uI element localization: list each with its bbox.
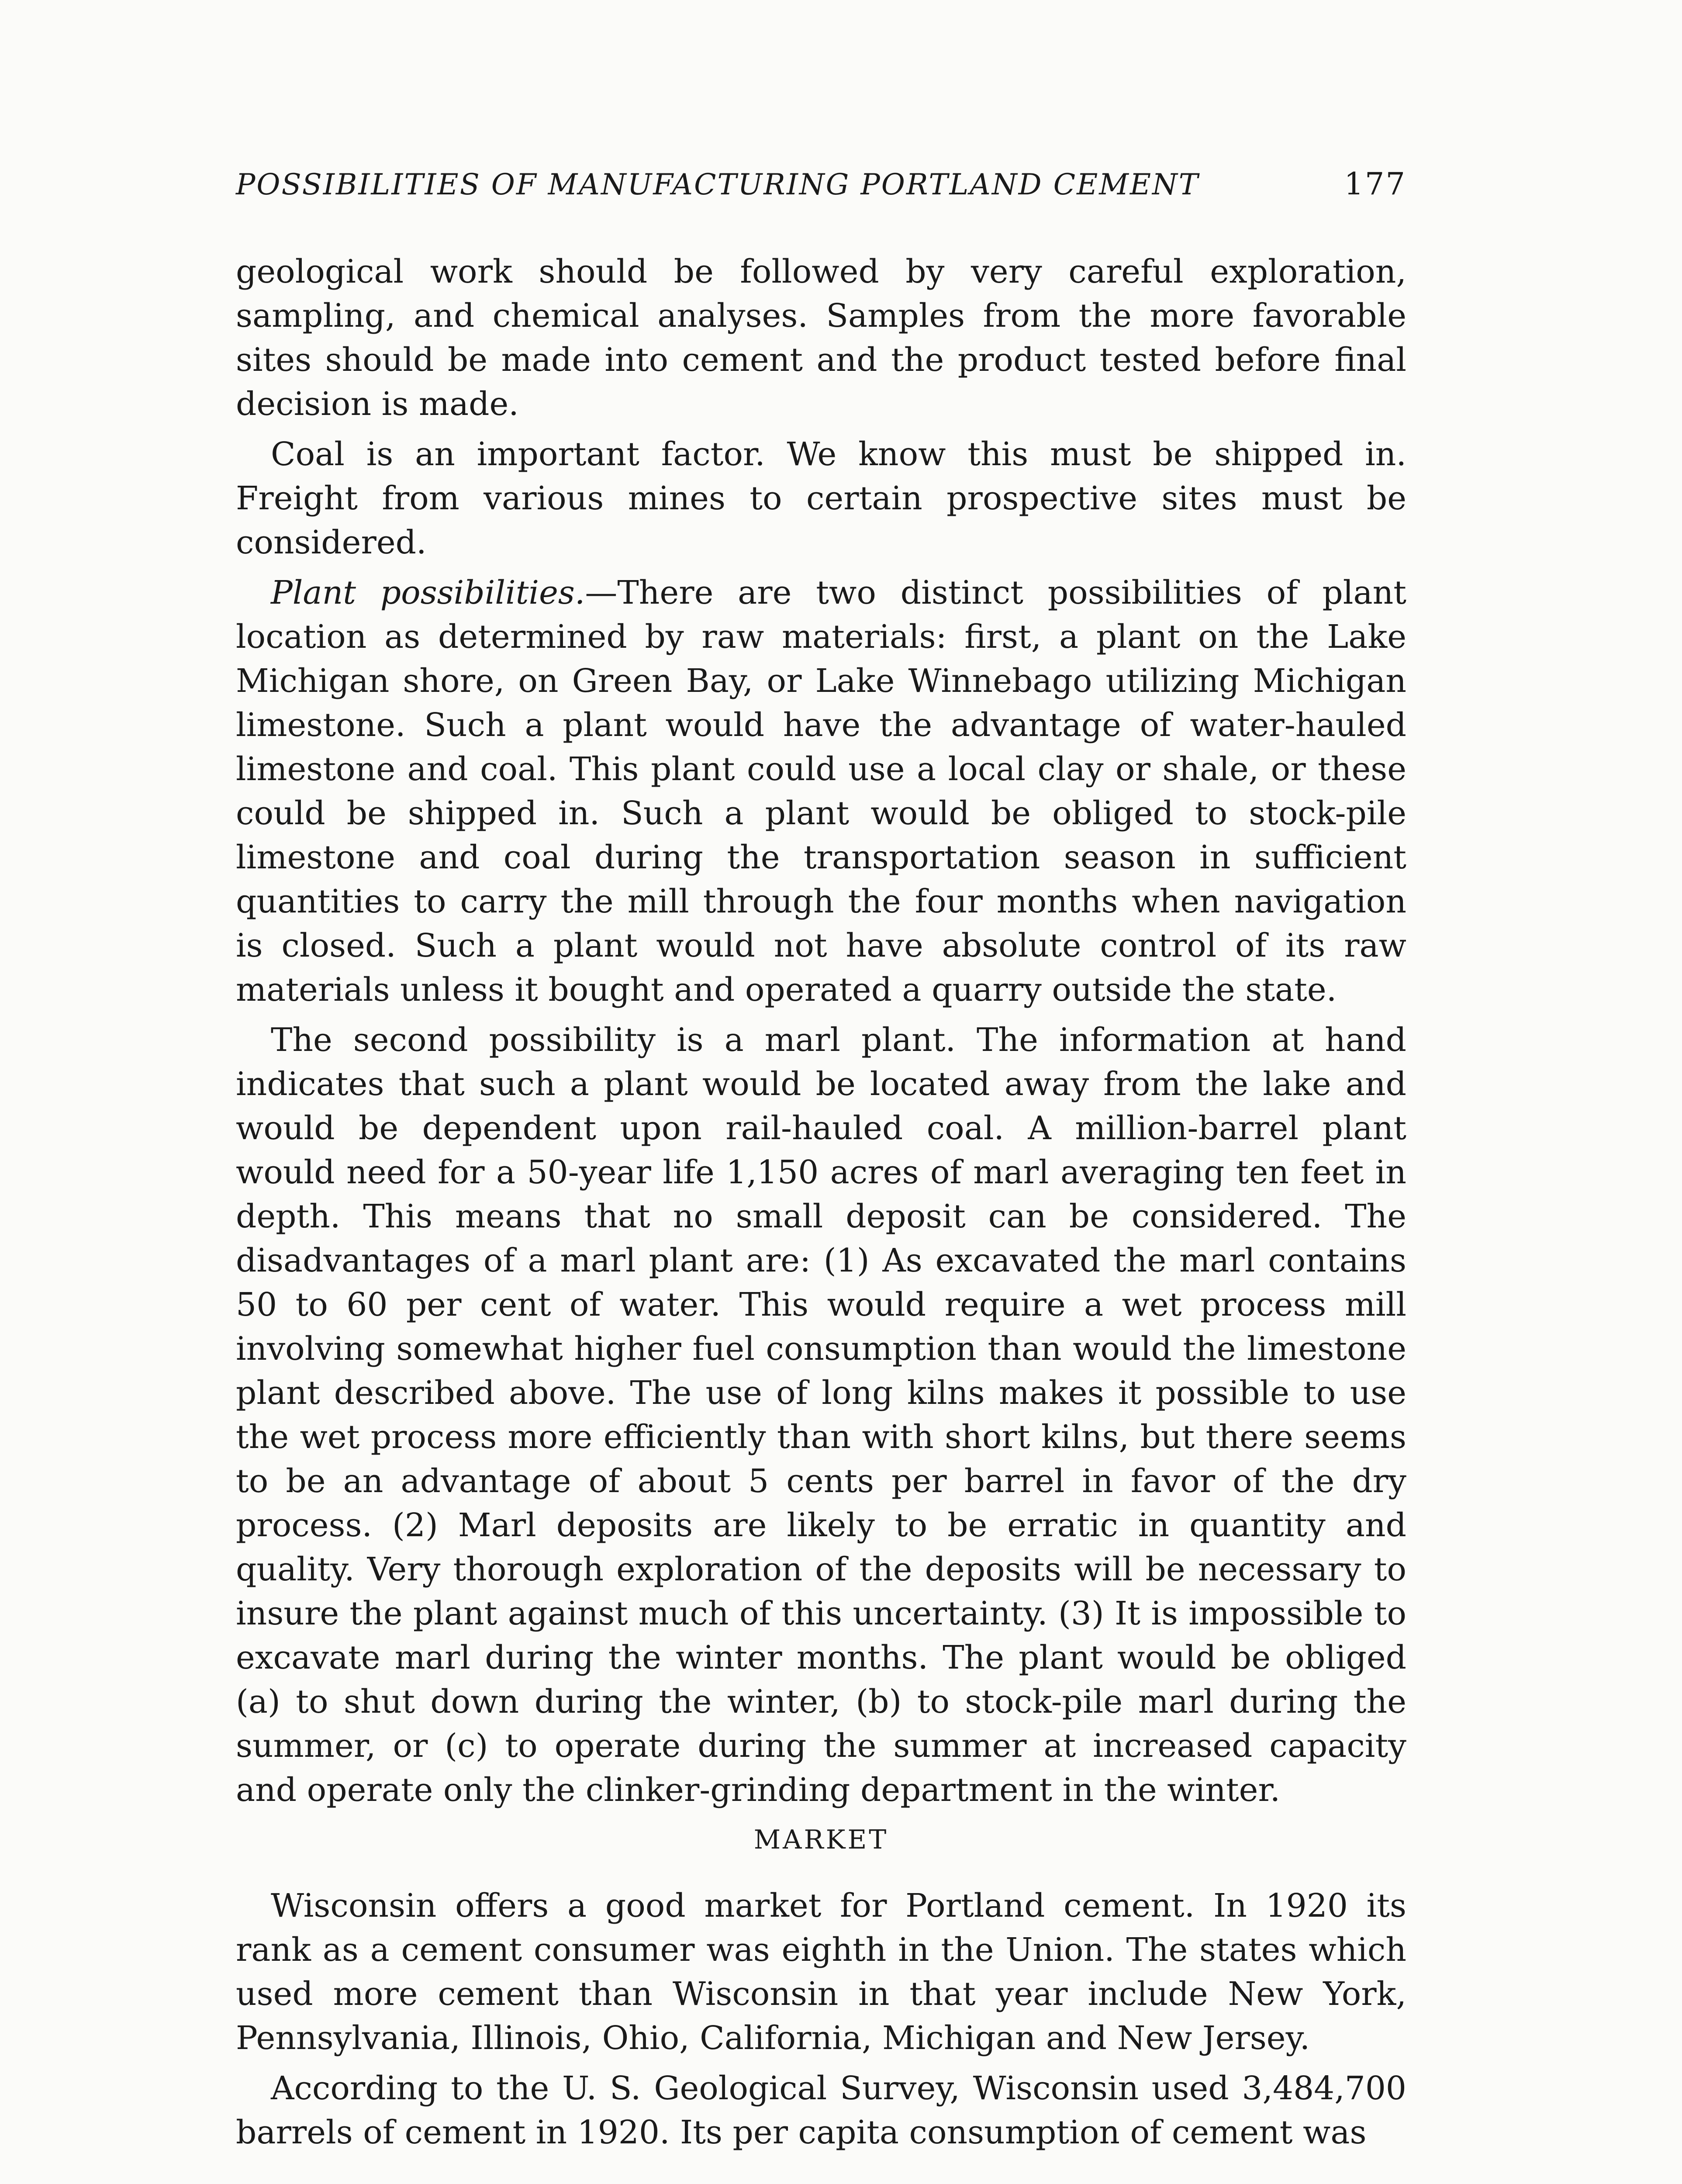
page-number: 177	[1344, 166, 1406, 202]
running-head	[236, 166, 1406, 202]
paragraph-continued: geological work should be followed by very careful exploration, sampling, and chemical analyses. Samples from the more favorable sites should be made into cement and the product tested before final decision is made.	[236, 253, 1406, 423]
paragraph-lead-in: Plant possibilities.	[271, 574, 585, 612]
paragraph-coal: Coal is an important factor. We know this must be shipped in. Freight from various mines to certain prospective sites must be considered.	[236, 435, 1406, 561]
text-block	[236, 166, 1406, 2161]
paragraph-market: Wisconsin offers a good market for Portland cement. In 1920 its rank as a cement consumer was eighth in the Union. The states which used more cement than Wisconsin in that year include New York, Pennsylvania, Illinois, Ohio, California, Michigan and New Jersey.	[236, 1887, 1406, 2057]
paragraph-plant-possibilities-body: —There are two distinct possibilities of plant location as determined by raw materials: first, a plant on the Lake Michigan shore, on Green Bay, or Lake Winnebago utilizing Michigan limestone. Such a plant would have the advantage of water-hauled limestone and coal. This plant could use a local clay or shale, or these could be shipped in. Such a plant would be obliged to stock-pile limestone and coal during the transportation season in sufficient quantities to carry the mill through the four months when navigation is closed. Such a plant would not have absolute control of its raw materials unless it bought and operated a quarry outside the state.	[236, 574, 1406, 1009]
paragraph-consumption: According to the U. S. Geological Survey, Wisconsin used 3,484,700 barrels of cement in 1920. Its per capita consumption of cement was	[236, 2070, 1406, 2151]
running-head-title: POSSIBILITIES OF MANUFACTURING PORTLAND CEMENT	[236, 168, 1199, 201]
paragraph-marl-plant: The second possibility is a marl plant. The information at hand indicates that such a plant would be located away from the lake and would be dependent upon rail-hauled coal. A million-barrel plant would need for a 50-year life 1,150 acres of marl averaging ten feet in depth. This means that no small deposit can be considered. The disadvantages of a marl plant are: (1) As excavated the marl contains 50 to 60 per cent of water. This would require a wet process mill involving somewhat higher fuel consumption than would the limestone plant described above. The use of long kilns makes it possible to use the wet process more efficiently than with short kilns, but there seems to be an advantage of about 5 cents per barrel in favor of the dry process. (2) Marl deposits are likely to be erratic in quantity and quality. Very thorough exploration of the deposits will be necessary to insure the plant against much of this uncertainty. (3) It is impossible to excavate marl during the winter months. The plant would be obliged (a) to shut down during the winter, (b) to stock-pile marl during the summer, or (c) to operate during the summer at increased capacity and operate only the clinker-grinding department in the winter.	[236, 1021, 1406, 1809]
section-heading-market: MARKET	[753, 1825, 889, 1855]
paragraph-plant-possibilities	[236, 571, 1406, 1012]
